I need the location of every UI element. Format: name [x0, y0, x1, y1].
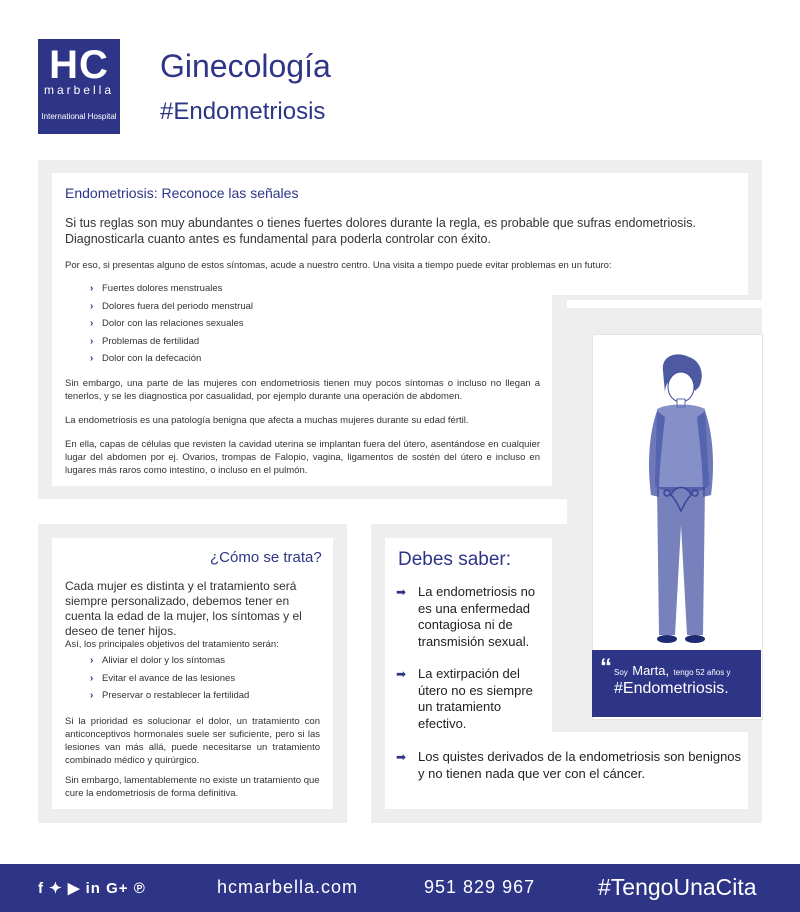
- list-item: › Dolor con la defecación: [90, 350, 390, 368]
- list-item: › Aliviar el dolor y los síntomas: [90, 652, 320, 670]
- quote-post: tengo 52 años y: [673, 668, 731, 677]
- treatment-intro: Cada mujer es distinta y el tratamiento será siempre personalizado, debemos tener en cuenta la edad de la mujer, los síntomas y el deseo de tener hijos.: [65, 579, 302, 638]
- know-item-3: ➡ Los quistes derivados de la endometriosis son benignos y no tienen nada que ver con el cáncer.: [396, 749, 742, 781]
- signs-lead: Por eso, si presentas alguno de estos síntomas, acude a nuestro centro. Una visita a tiempo puede evitar problemas en un futuro:: [65, 260, 612, 271]
- logo-subtitle: International Hospital: [41, 112, 117, 121]
- quote-hashtag: #Endometriosis.: [614, 680, 729, 697]
- quote-mark: “: [600, 654, 612, 681]
- signs-title: Endometriosis: Reconoce las señales: [65, 185, 299, 201]
- chevron-right-icon: ›: [90, 690, 94, 701]
- know-item-2: ➡ La extirpación del útero no es siempre un tratamiento efectivo.: [396, 666, 533, 731]
- arrow-right-icon: ➡: [396, 750, 407, 764]
- signs-paragraph-2: La endometriosis es una patología benigna que afecta a muchas mujeres durante su edad fértil.: [65, 415, 469, 426]
- list-item: › Preservar o restablecer la fertilidad: [90, 687, 320, 705]
- signs-paragraph-3: En ella, capas de células que revisten la cavidad uterina se implantan fuera del útero, asentándose en cualquier lugar del abdomen por ej. Ovarios, trompas de Falopio, vagina, ligamentos de sostén del útero e incluso en lugares más raros como intestino, o incluso en el pulmón.: [65, 439, 540, 476]
- woman-figure-icon: [593, 335, 762, 665]
- know-item-1: ➡ La endometriosis no es una enfermedad contagiosa ni de transmisión sexual.: [396, 584, 536, 649]
- chevron-right-icon: ›: [90, 318, 94, 329]
- treatment-paragraph-1: Si la prioridad es solucionar el dolor, un tratamiento con anticonceptivos hormonales suele ser suficiente, pero si las lesiones van más allá, puede necesitarse un tratamiento combinado médico y quirúrgico.: [65, 716, 320, 766]
- arrow-right-icon: ➡: [396, 667, 407, 681]
- quote-line-1: [614, 662, 730, 680]
- footer: [0, 864, 800, 912]
- treatment-title: ¿Cómo se trata?: [210, 549, 322, 566]
- treatment-paragraph-2: Sin embargo, lamentablemente no existe un tratamiento que cure la endometriosis de forma definitiva.: [65, 775, 320, 799]
- treatment-goal-list: [90, 652, 320, 705]
- logo-mark: HC: [49, 43, 109, 87]
- know-title: Debes saber:: [398, 549, 512, 570]
- chevron-right-icon: ›: [90, 335, 94, 347]
- chevron-right-icon: ›: [90, 300, 94, 312]
- phone-number[interactable]: 951 829 967: [424, 877, 536, 897]
- chevron-right-icon: ›: [90, 283, 94, 294]
- social-icons[interactable]: f ✦ ▶ in G+ ℗: [38, 880, 146, 897]
- symptom-list: [90, 280, 390, 368]
- logo-city: marbella: [43, 83, 115, 97]
- list-item: › Dolor con las relaciones sexuales: [90, 315, 390, 333]
- list-item: › Evitar el avance de las lesiones: [90, 670, 320, 688]
- page-subtitle: #Endometriosis: [160, 98, 326, 125]
- page-title: Ginecología: [160, 48, 331, 84]
- quote-pre: Soy: [614, 668, 628, 677]
- treatment-lead: Así, los principales objetivos del tratamiento serán:: [65, 639, 279, 650]
- signs-paragraph-1: Sin embargo, una parte de las mujeres con endometriosis tienen muy pocos síntomas o incluso no llegan a tenerlos, y se les diagnostica por casualidad, por ejemplo durante una operación de abdomen.: [65, 378, 540, 402]
- hc-logo[interactable]: [38, 39, 120, 134]
- chevron-right-icon: ›: [90, 655, 94, 666]
- arrow-right-icon: ➡: [396, 585, 407, 599]
- quote-name: Marta,: [632, 663, 670, 678]
- footer-hashtag: #TengoUnaCita: [598, 874, 757, 900]
- signs-intro: Si tus reglas son muy abundantes o tienes fuertes dolores durante la regla, es probable que sufras endometriosis. Diagnosticarla cuanto antes es fundamental para poderla controlar con éxito.: [65, 216, 696, 246]
- chevron-right-icon: ›: [90, 672, 94, 684]
- list-item: › Problemas de fertilidad: [90, 333, 390, 351]
- quote-box: [592, 650, 761, 717]
- list-item: › Fuertes dolores menstruales: [90, 280, 390, 298]
- list-item: › Dolores fuera del periodo menstrual: [90, 298, 390, 316]
- chevron-right-icon: ›: [90, 353, 94, 364]
- website-link[interactable]: hcmarbella.com: [217, 877, 359, 897]
